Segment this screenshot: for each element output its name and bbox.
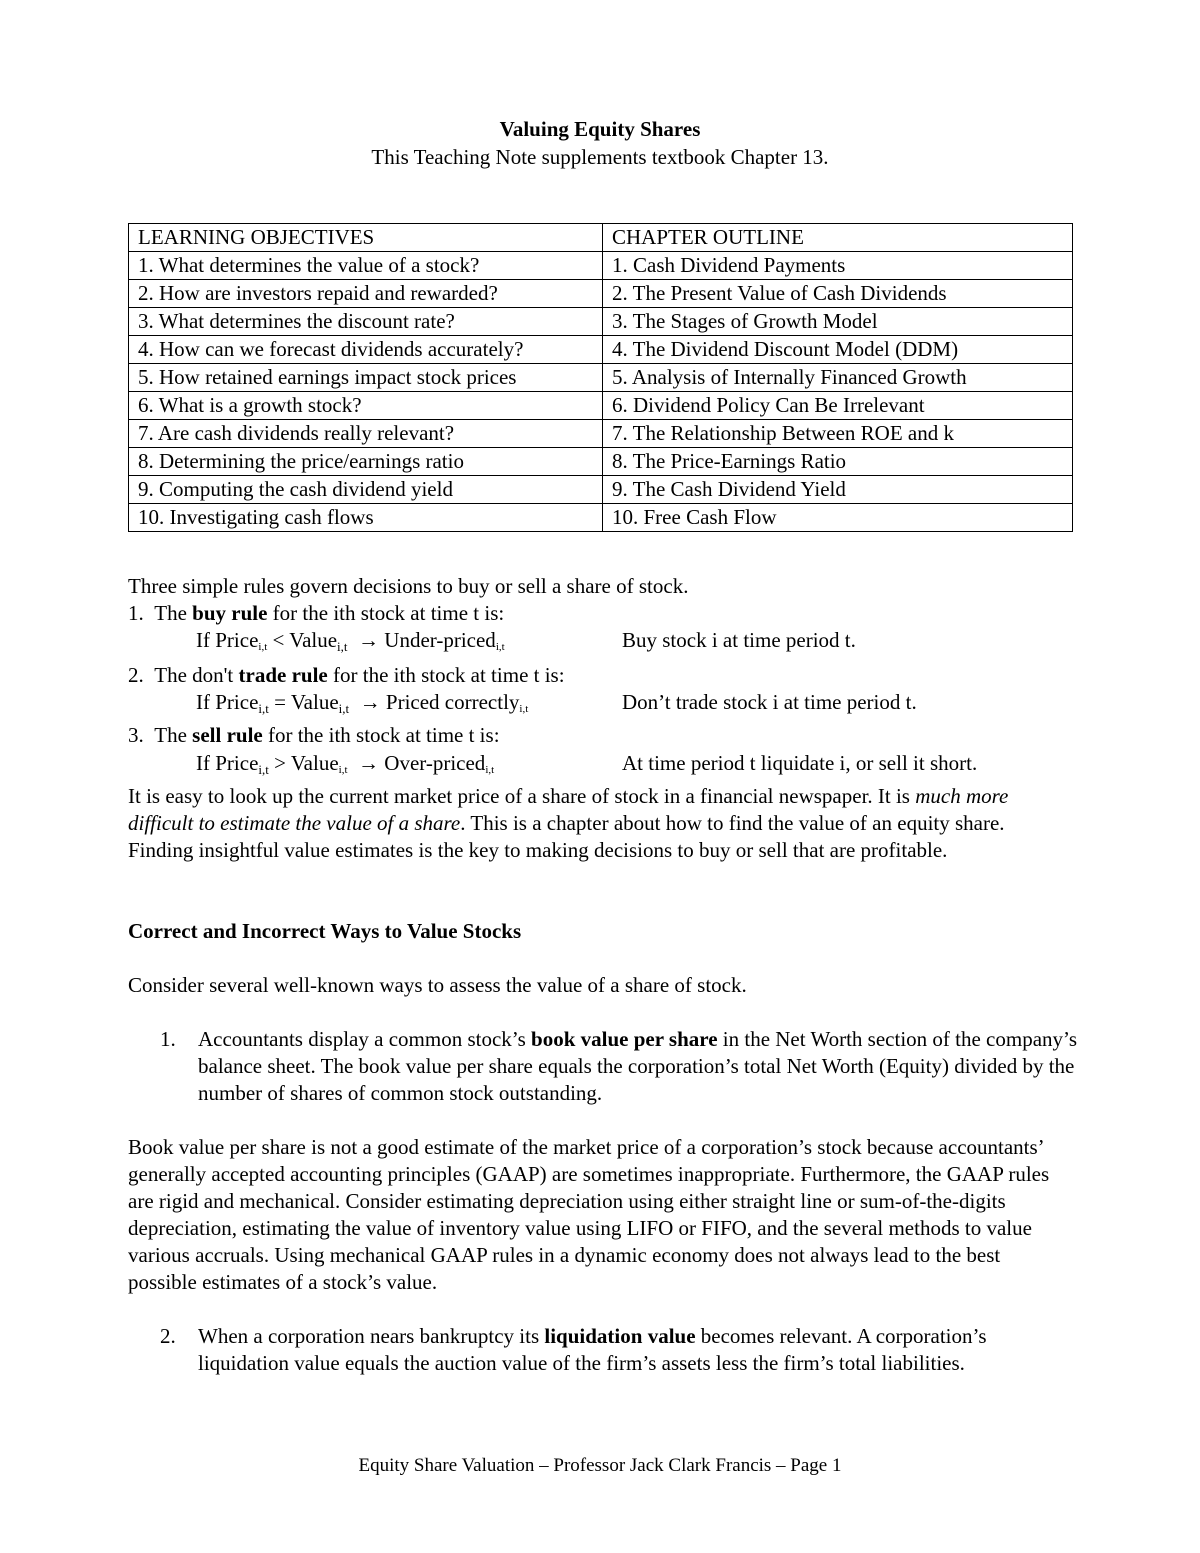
table-cell: 3. The Stages of Growth Model [603, 308, 1073, 336]
rule-bold-label: sell rule [192, 723, 263, 747]
rule-post: for the ith stock at time t is: [262, 723, 500, 747]
table-cell: 6. What is a growth stock? [129, 392, 603, 420]
cond-sub: i,t [258, 762, 269, 777]
item-text: in the Net Worth section of the company’s balance sheet. The book value per share equals the corporation’s total Net Worth (Equity) divided by the number of shares of common stock outstanding. [198, 1027, 1078, 1105]
rule-number: 1. [128, 601, 144, 625]
trade-rule-heading [128, 662, 565, 689]
table-header-chapter-outline: CHAPTER OUTLINE [603, 224, 1073, 252]
rule-post: for the ith stock at time t is: [327, 663, 565, 687]
rule-bold-label: trade rule [238, 663, 328, 687]
cond-op: < Value [267, 628, 338, 652]
cond-sub: i,t [519, 703, 529, 715]
item-text: When a corporation nears bankruptcy its [198, 1324, 545, 1348]
rule-post: for the ith stock at time t is: [267, 601, 505, 625]
rule-number: 3. [128, 723, 144, 747]
table-cell: 4. The Dividend Discount Model (DDM) [603, 336, 1073, 364]
table-cell: 8. Determining the price/earnings ratio [129, 448, 603, 476]
table-row [129, 420, 1073, 448]
item-text: becomes relevant. A corporation’s liquidation value equals the auction value of the firm’s assets less the firm’s total liabilities. [198, 1324, 987, 1375]
page-footer: Equity Share Valuation – Professor Jack Clark Francis – Page 1 [358, 1455, 842, 1476]
rule-pre: The don't [154, 663, 239, 687]
item1-body [198, 1026, 1078, 1107]
sell-rule-action: At time period t liquidate i, or sell it short. [622, 751, 978, 775]
table-cell: 7. The Relationship Between ROE and k [603, 420, 1073, 448]
cond-result: Priced correctly [380, 690, 520, 714]
gaap-paragraph: Book value per share is not a good estimate of the market price of a corporation’s stock because accountants’ generally accepted accounting principles (GAAP) are sometimes inappropriate. Furthermore, the GAAP rules are rigid and mechanical. Consider estimating depreciation using either straight line or sum-of-the-digits depreciation, estimating the value of inventory value using LIFO or FIFO, and the several methods to value various accruals. Using mechanical GAAP rules in a dynamic economy does not always lead to the best possible estimates of a stock’s value. [128, 1135, 1050, 1294]
intro-paragraph [128, 783, 1073, 864]
table-row [129, 364, 1073, 392]
table-row [129, 448, 1073, 476]
table-cell: 7. Are cash dividends really relevant? [129, 420, 603, 448]
cond-result: Over-priced [379, 751, 486, 775]
table-cell: 5. Analysis of Internally Financed Growth [603, 364, 1073, 392]
right-arrow-icon: → [359, 690, 381, 714]
consider-line: Consider several well-known ways to assess the value of a share of stock. [128, 973, 747, 997]
table-cell: 3. What determines the discount rate? [129, 308, 603, 336]
cond-price: If Price [196, 690, 259, 714]
sell-rule-heading [128, 722, 500, 749]
page-title: Valuing Equity Shares [499, 117, 701, 141]
cond-op: = Value [268, 690, 339, 714]
cond-sub: i,t [485, 764, 495, 776]
item1-number: 1. [160, 1027, 176, 1051]
cond-op: > Value [268, 751, 339, 775]
table-cell: 4. How can we forecast dividends accurately? [129, 336, 603, 364]
cond-price: If Price [196, 751, 259, 775]
paragraph-text: It is easy to look up the current market price of a share of stock in a financial newspaper. It is [128, 784, 916, 808]
trade-rule-condition [196, 689, 528, 716]
item2-number: 2. [160, 1324, 176, 1348]
table-row [129, 336, 1073, 364]
table-cell: 6. Dividend Policy Can Be Irrelevant [603, 392, 1073, 420]
sell-rule-condition [196, 750, 494, 777]
table-header-learning-objectives: LEARNING OBJECTIVES [129, 224, 603, 252]
section-heading: Correct and Incorrect Ways to Value Stocks [128, 919, 522, 943]
item-bold-term: liquidation value [544, 1324, 696, 1348]
paragraph-text: . This is a chapter about how to find the value of an equity share. Finding insightful value estimates is the key to making decisions to buy or sell that are profitable. [128, 811, 1005, 862]
table-cell: 5. How retained earnings impact stock prices [129, 364, 603, 392]
table-cell: 10. Investigating cash flows [129, 504, 603, 532]
page-subtitle: This Teaching Note supplements textbook Chapter 13. [371, 145, 829, 169]
table-cell: 1. What determines the value of a stock? [129, 252, 603, 280]
table-row [129, 308, 1073, 336]
table-row [129, 476, 1073, 504]
table-cell: 1. Cash Dividend Payments [603, 252, 1073, 280]
table-row [129, 280, 1073, 308]
item-bold-term: book value per share [531, 1027, 718, 1051]
cond-sub: i,t [258, 641, 268, 653]
table-header-row [129, 224, 1073, 252]
table-cell: 10. Free Cash Flow [603, 504, 1073, 532]
item2-body [198, 1323, 1078, 1377]
table-row [129, 252, 1073, 280]
cond-sub: i,t [337, 639, 348, 654]
right-arrow-icon: → [358, 628, 380, 652]
cond-price: If Price [196, 628, 259, 652]
table-cell: 8. The Price-Earnings Ratio [603, 448, 1073, 476]
rule-number: 2. [128, 663, 144, 687]
cond-sub: i,t [495, 641, 505, 653]
right-arrow-icon: → [358, 751, 380, 775]
buy-rule-condition [196, 627, 505, 654]
paragraph-emphasis: much more difficult to estimate the value of a share [128, 784, 1009, 835]
item-text: Accountants display a common stock’s [198, 1027, 532, 1051]
cond-result: Under-priced [379, 628, 496, 652]
table-cell: 2. How are investors repaid and rewarded? [129, 280, 603, 308]
rule-pre: The [154, 723, 193, 747]
trade-rule-action: Don’t trade stock i at time period t. [622, 690, 917, 714]
objectives-outline-table [128, 223, 1073, 532]
buy-rule-action: Buy stock i at time period t. [622, 628, 856, 652]
table-row [129, 392, 1073, 420]
table-cell: 9. Computing the cash dividend yield [129, 476, 603, 504]
cond-sub: i,t [258, 701, 269, 716]
cond-sub: i,t [338, 701, 350, 716]
table-row [129, 504, 1073, 532]
buy-rule-heading [128, 600, 504, 627]
table-cell: 9. The Cash Dividend Yield [603, 476, 1073, 504]
table-cell: 2. The Present Value of Cash Dividends [603, 280, 1073, 308]
cond-sub: i,t [338, 764, 348, 776]
rule-bold-label: buy rule [192, 601, 268, 625]
rule-pre: The [154, 601, 193, 625]
rules-intro: Three simple rules govern decisions to buy or sell a share of stock. [128, 574, 689, 598]
